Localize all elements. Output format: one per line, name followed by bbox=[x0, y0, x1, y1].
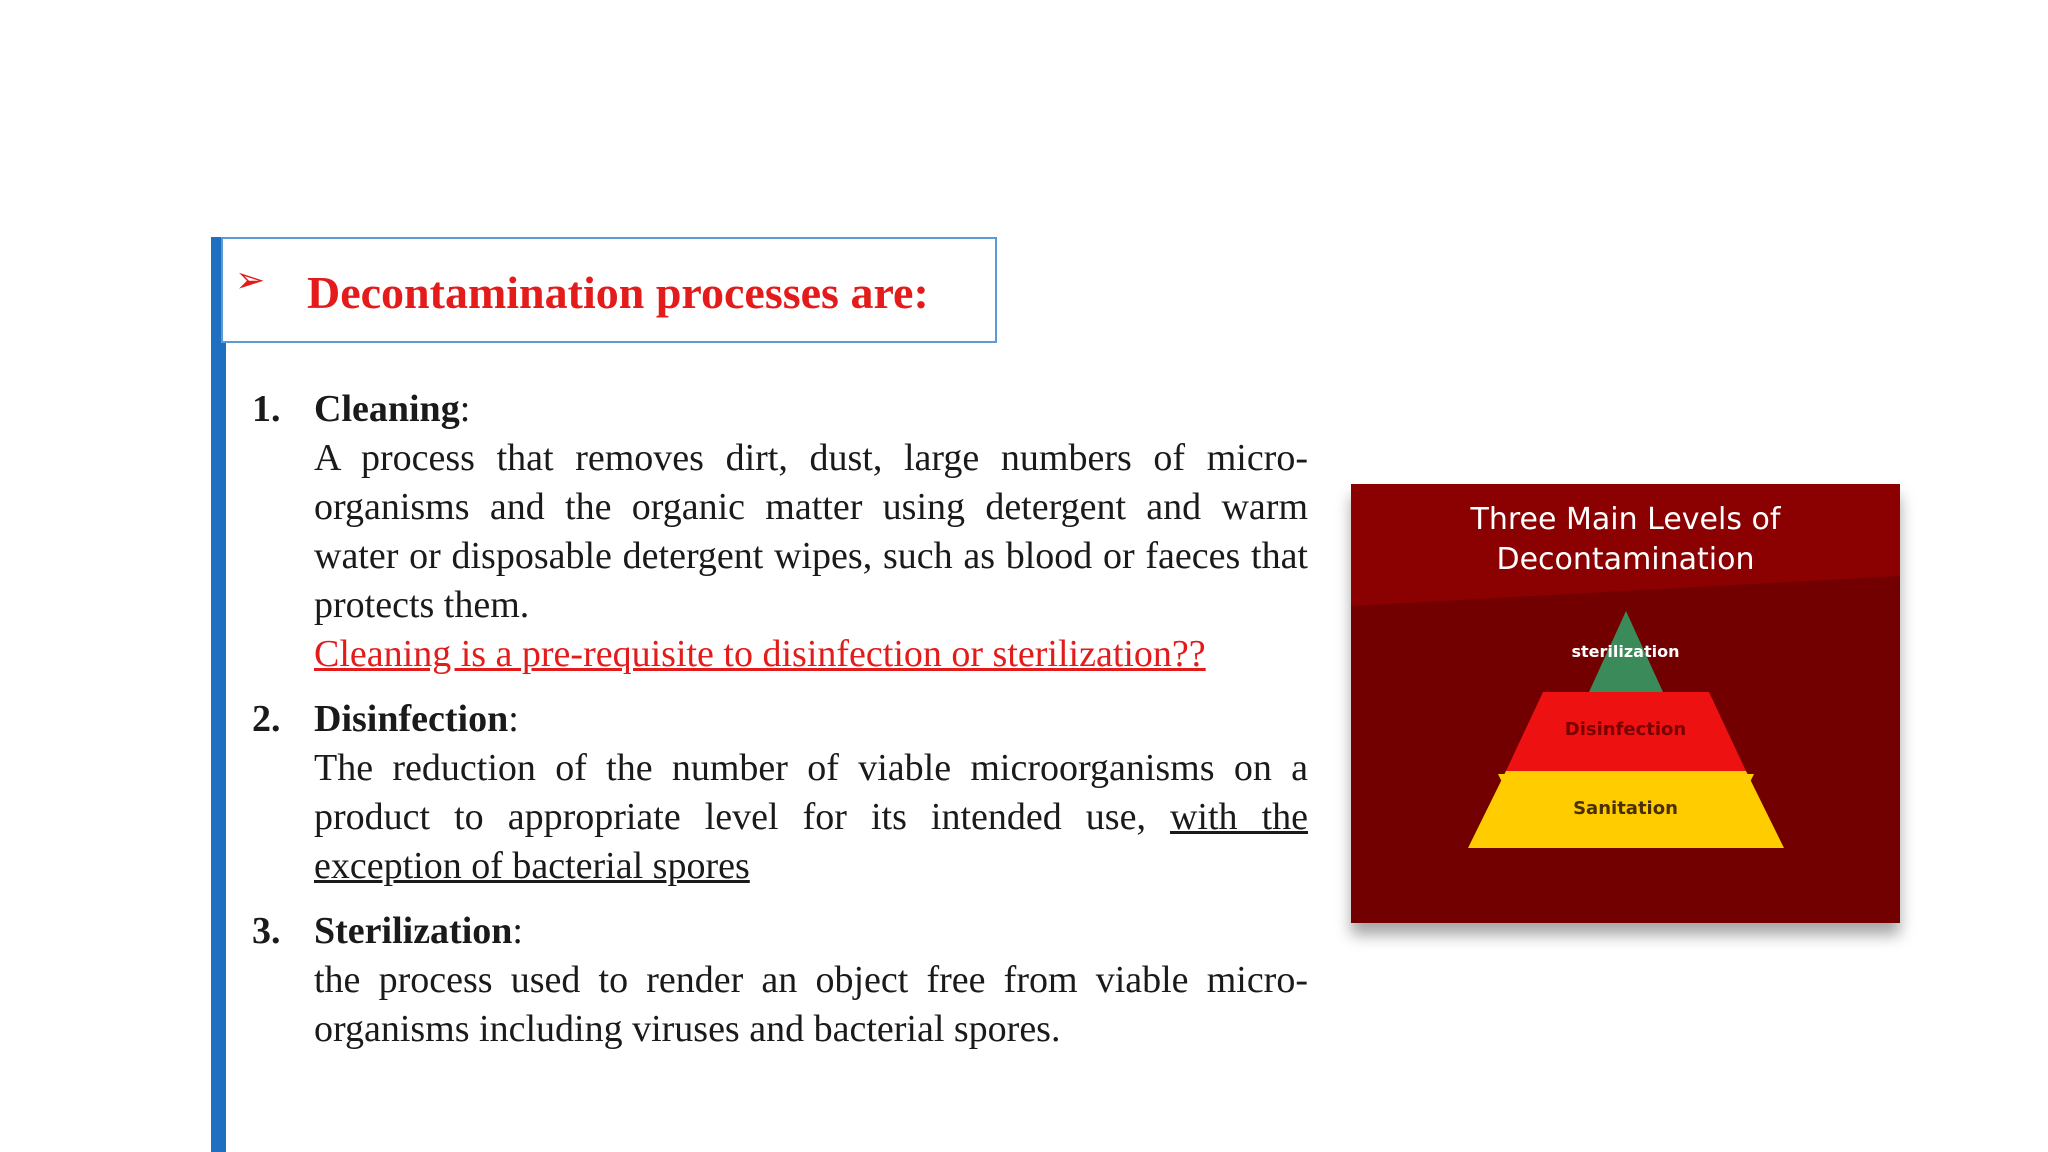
item-heading: Cleaning bbox=[314, 388, 460, 430]
list-item-cleaning bbox=[252, 385, 1308, 679]
item-colon: : bbox=[459, 388, 471, 430]
decontamination-levels-image bbox=[1351, 484, 1900, 923]
item-description: the process used to render an object free from viable micro-organisms including viruses and bacterial spores. bbox=[314, 959, 1308, 1050]
list-item-sterilization bbox=[252, 907, 1308, 1054]
item-colon: : bbox=[512, 910, 523, 952]
level-label-disinfection: Disinfection bbox=[1564, 719, 1687, 740]
level-label-sanitation: Sanitation bbox=[1573, 798, 1678, 819]
image-title-line-1: Three Main Levels of bbox=[1470, 502, 1781, 537]
item-description: A process that removes dirt, dust, large numbers of micro-organisms and the organic matter using detergent and warm water or disposable detergent wipes, such as blood or faeces that protects them. bbox=[314, 437, 1308, 626]
section-title-box bbox=[221, 237, 997, 343]
list-item-disinfection bbox=[252, 695, 1308, 891]
cleaning-note: Cleaning is a pre-requisite to disinfection or sterilization?? bbox=[314, 633, 1206, 675]
item-heading: Sterilization bbox=[314, 910, 513, 952]
level-label-sterilization: sterilization bbox=[1571, 642, 1680, 661]
item-number: 3. bbox=[252, 910, 281, 952]
arrow-bullet-icon: ➢ bbox=[235, 260, 266, 301]
item-heading: Disinfection bbox=[314, 698, 509, 740]
section-title: Decontamination processes are: bbox=[307, 267, 929, 318]
item-description bbox=[314, 744, 1308, 891]
underlined-exception: with the exception of bacterial spores bbox=[314, 796, 1308, 887]
image-title bbox=[1351, 500, 1900, 580]
item-colon: : bbox=[508, 698, 519, 740]
item-number: 1. bbox=[252, 388, 281, 430]
process-list bbox=[252, 385, 1308, 1070]
image-title-line-2: Decontamination bbox=[1496, 542, 1755, 577]
item-number: 2. bbox=[252, 698, 281, 740]
item-description-text: The reduction of the number of viable microorganisms on a product to appropriate level for its intended use, bbox=[314, 747, 1308, 838]
left-accent-bar bbox=[211, 237, 226, 1152]
